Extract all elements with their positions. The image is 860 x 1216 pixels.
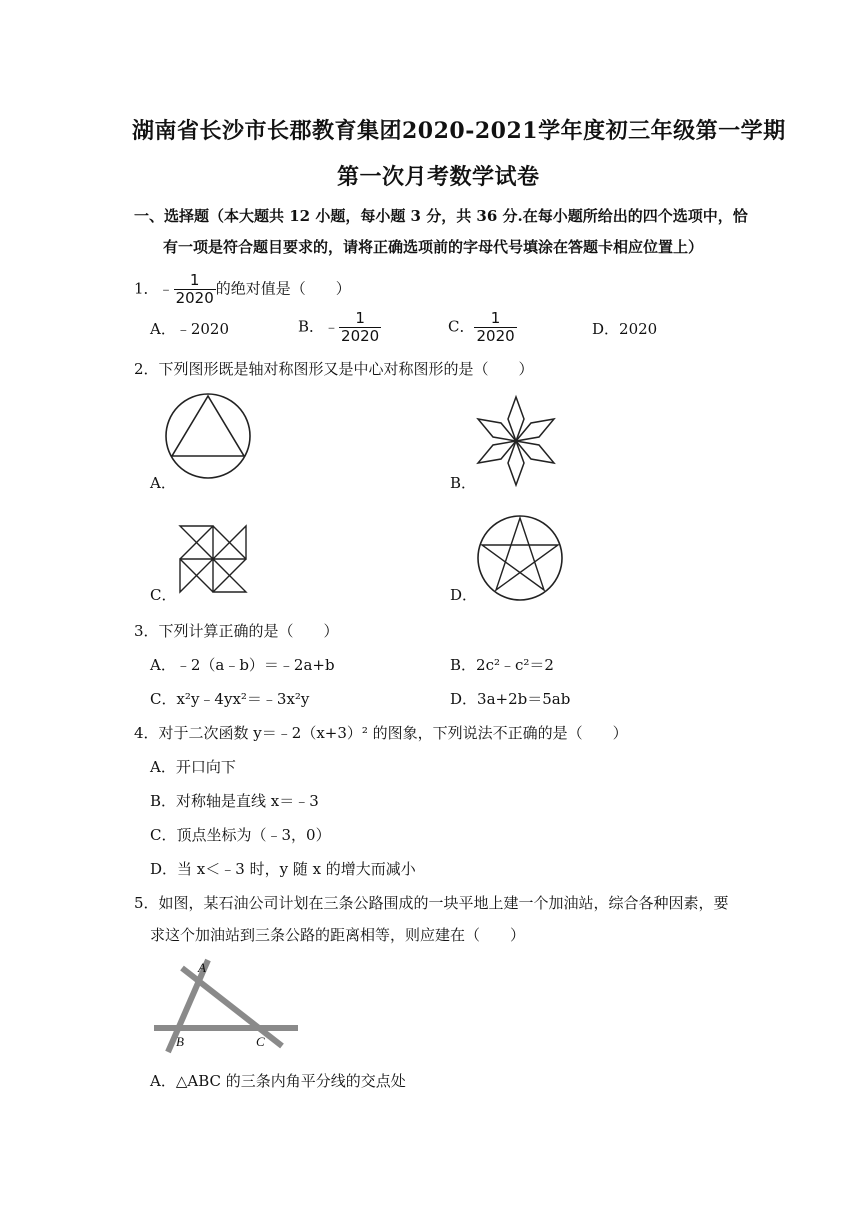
- pinwheel-figure: [174, 520, 254, 600]
- fraction: $\frac{1}{2020}$: [175, 271, 214, 307]
- point-a-label: A: [198, 960, 206, 975]
- q1-option-c: C． $\frac{1}{2020}$: [448, 309, 515, 345]
- q4-option-a: A．开口向下: [150, 758, 236, 776]
- q4-option-b: B．对称轴是直线 x＝﹣3: [150, 792, 319, 810]
- pentagram-in-circle-figure: [472, 508, 582, 618]
- six-rhombus-star-figure: [472, 392, 562, 492]
- q1-option-d: D．2020: [592, 320, 658, 338]
- q3-option-c: C．x²y﹣4yx²＝﹣3x²y: [150, 690, 310, 708]
- question-5-line2: 求这个加油站到三条公路的距离相等，则应建在（ ）: [150, 926, 526, 944]
- q3-option-a: A．﹣2（a﹣b）＝﹣2a+b: [150, 656, 335, 674]
- minus-sign: ﹣: [158, 279, 174, 298]
- q2-label-b: B．: [450, 474, 477, 492]
- q3-option-d: D．3a+2b＝5ab: [450, 690, 571, 708]
- fraction: $\frac{1}{2020}$: [341, 309, 380, 345]
- question-stem: 的绝对值是（ ）: [215, 279, 351, 298]
- q1-option-b: B．﹣ $\frac{1}{2020}$: [298, 309, 380, 345]
- section-instructions-line2: 有一项是符合题目要求的，请将正确选项前的字母代号填涂在答题卡相应位置上）: [163, 238, 704, 256]
- section-instructions-line1: 一、选择题（本大题共 12 小题，每小题 3 分，共 36 分.在每小题所给出的四个选项中，恰: [134, 207, 748, 225]
- q2-label-a: A．: [150, 474, 176, 492]
- q1-option-a: A．﹣2020: [150, 320, 230, 338]
- roads-triangle-figure: [148, 958, 308, 1058]
- question-5-line1: 5．如图，某石油公司计划在三条公路围成的一块平地上建一个加油站，综合各种因素，要: [134, 894, 729, 912]
- point-b-label: B: [176, 1034, 184, 1049]
- page-title-line1: 湖南省长沙市长郡教育集团2020-2021学年度初三年级第一学期: [132, 118, 786, 144]
- q5-option-a: A．△ABC 的三条内角平分线的交点处: [150, 1072, 406, 1090]
- q2-label-c: C．: [150, 586, 177, 604]
- question-4: 4．对于二次函数 y＝﹣2（x+3）² 的图象，下列说法不正确的是（ ）: [134, 724, 628, 742]
- circle-with-triangle-figure: [164, 390, 274, 500]
- question-number: 1．: [134, 279, 159, 298]
- question-2: 2．下列图形既是轴对称图形又是中心对称图形的是（ ）: [134, 360, 534, 378]
- point-c-label: C: [256, 1034, 265, 1049]
- question-1: [134, 272, 351, 307]
- question-3: 3．下列计算正确的是（ ）: [134, 622, 339, 640]
- page-title-line2: 第一次月考数学试卷: [337, 164, 540, 190]
- q4-option-c: C．顶点坐标为（﹣3，0）: [150, 826, 331, 844]
- q4-option-d: D．当 x＜﹣3 时，y 随 x 的增大而减小: [150, 860, 416, 878]
- fraction: $\frac{1}{2020}$: [476, 309, 515, 345]
- q2-label-d: D．: [450, 586, 478, 604]
- q3-option-b: B．2c²﹣c²＝2: [450, 656, 554, 674]
